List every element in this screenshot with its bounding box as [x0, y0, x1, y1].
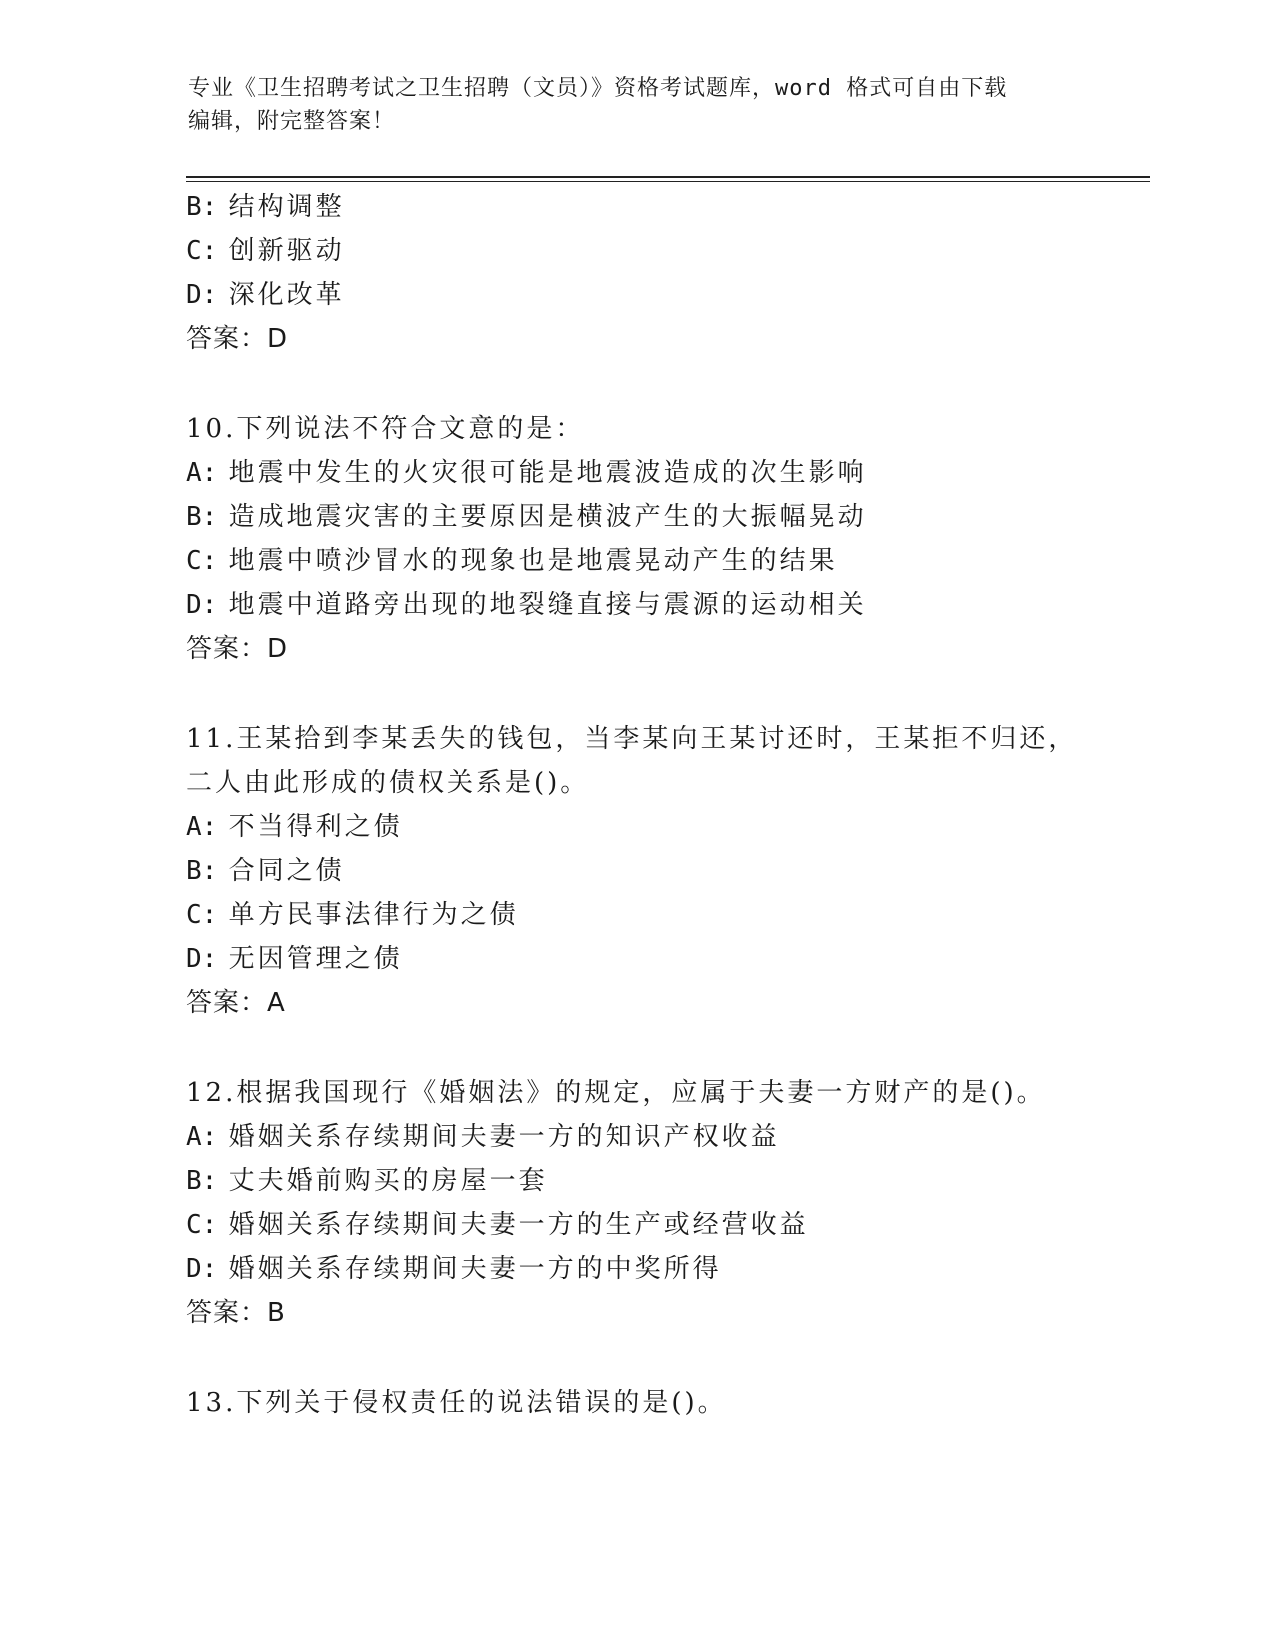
option-text: 单方民事法律行为之债	[228, 900, 519, 930]
option-text: 地震中道路旁出现的地裂缝直接与震源的运动相关	[228, 590, 867, 620]
option-text: 造成地震灾害的主要原因是横波产生的大振幅晃动	[228, 502, 867, 532]
question-11-stem-line-1: 11.王某拾到李某丢失的钱包，当李某向王某讨还时，王某拒不归还，	[186, 724, 1078, 754]
option-text: 地震中发生的火灾很可能是地震波造成的次生影响	[228, 458, 867, 488]
option-letter: D:	[186, 280, 218, 310]
q10-option-c	[186, 544, 838, 578]
option-letter: D:	[186, 1254, 218, 1284]
question-12-stem: 12.根据我国现行《婚姻法》的规定，应属于夫妻一方财产的是()。	[186, 1078, 1046, 1108]
option-c	[186, 234, 345, 268]
q12-option-c	[186, 1208, 809, 1242]
option-letter: B:	[186, 502, 218, 532]
q10-option-a	[186, 456, 867, 490]
option-text: 深化改革	[228, 280, 345, 310]
q11-option-b	[186, 854, 345, 888]
q11-option-a	[186, 810, 403, 844]
question-11-stem-line-2: 二人由此形成的债权关系是()。	[186, 768, 590, 798]
option-text: 婚姻关系存续期间夫妻一方的生产或经营收益	[228, 1210, 809, 1240]
option-letter: A:	[186, 458, 218, 488]
header-line-2: 编辑，附完整答案！	[188, 109, 396, 134]
header-divider-thin	[186, 181, 1150, 182]
q12-option-a	[186, 1120, 780, 1154]
option-letter: A:	[186, 812, 218, 842]
q11-option-d	[186, 942, 403, 976]
q10-option-d	[186, 588, 867, 622]
option-b	[186, 190, 345, 224]
answer-line: 答案：D	[186, 324, 289, 354]
option-letter: A:	[186, 1122, 218, 1152]
q11-answer: 答案：A	[186, 988, 286, 1018]
q12-option-d	[186, 1252, 722, 1286]
q10-option-b	[186, 500, 867, 534]
option-text: 不当得利之债	[228, 812, 403, 842]
option-d	[186, 278, 345, 312]
q12-option-b	[186, 1164, 548, 1198]
q12-answer: 答案：B	[186, 1298, 286, 1328]
option-letter: B:	[186, 192, 218, 222]
q10-answer: 答案：D	[186, 634, 289, 664]
question-13-stem: 13.下列关于侵权责任的说法错误的是()。	[186, 1388, 727, 1418]
option-text: 创新驱动	[228, 236, 345, 266]
option-text: 地震中喷沙冒水的现象也是地震晃动产生的结果	[228, 546, 838, 576]
option-text: 结构调整	[228, 192, 345, 222]
header-line-1: 专业《卫生招聘考试之卫生招聘（文员）》资格考试题库，word 格式可自由下载	[188, 76, 1008, 101]
option-text: 婚姻关系存续期间夫妻一方的知识产权收益	[228, 1122, 780, 1152]
option-letter: C:	[186, 546, 218, 576]
option-letter: D:	[186, 944, 218, 974]
option-text: 婚姻关系存续期间夫妻一方的中奖所得	[228, 1254, 722, 1284]
option-text: 丈夫婚前购买的房屋一套	[228, 1166, 548, 1196]
option-letter: C:	[186, 1210, 218, 1240]
option-letter: B:	[186, 856, 218, 886]
option-letter: D:	[186, 590, 218, 620]
header-divider-thick	[186, 176, 1150, 178]
document-header	[188, 72, 1068, 138]
q11-option-c	[186, 898, 519, 932]
option-letter: C:	[186, 236, 218, 266]
option-text: 无因管理之债	[228, 944, 403, 974]
question-10-stem: 10.下列说法不符合文意的是：	[186, 414, 585, 444]
option-letter: B:	[186, 1166, 218, 1196]
option-letter: C:	[186, 900, 218, 930]
option-text: 合同之债	[228, 856, 345, 886]
